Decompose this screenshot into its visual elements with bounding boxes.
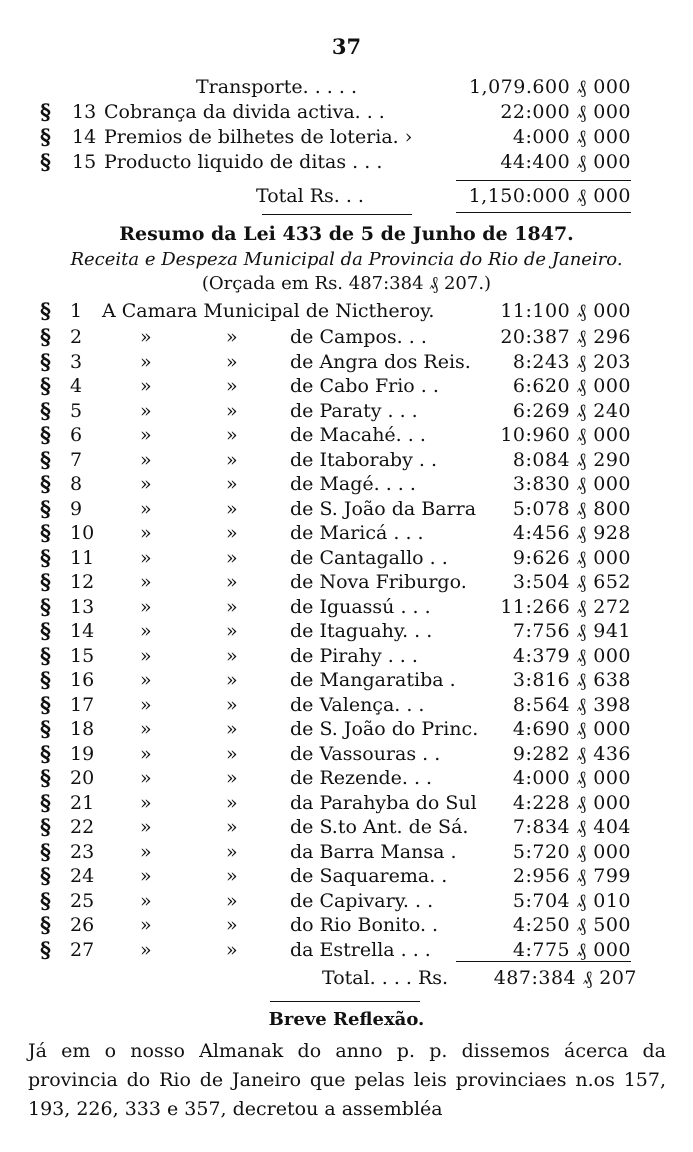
ditto-mark: » <box>140 816 152 838</box>
row-amount: 3:504 ₰ 652 <box>512 571 631 593</box>
row-description: A Camara Municipal de Nictheroy. <box>102 300 435 322</box>
row-place: de Saquarema. . <box>290 865 448 887</box>
transport-row <box>0 124 693 150</box>
ditto-mark: » <box>140 497 152 520</box>
row-number: 16 <box>70 669 95 691</box>
transport-row <box>0 99 693 125</box>
table-row <box>0 765 693 791</box>
table-row <box>0 447 693 473</box>
row-amount: 3:830 ₰ 000 <box>512 473 631 495</box>
table-row <box>0 594 693 620</box>
section-sign: § <box>40 838 51 864</box>
ditto-mark: » <box>226 889 238 912</box>
resumo-orcada: (Orçada em Rs. 487:384 ₰ 207.) <box>201 273 492 294</box>
page-number: 37 <box>331 34 362 59</box>
row-amount: 20:387 ₰ 296 <box>500 326 631 348</box>
table-row <box>0 839 693 865</box>
row-number: 5 <box>70 399 83 422</box>
row-place: de Nova Friburgo. <box>290 571 467 593</box>
table-row <box>0 667 693 693</box>
ditto-mark: » <box>140 791 152 814</box>
row-description: Cobrança da divida activa. . . <box>104 101 385 123</box>
table-row <box>0 790 693 816</box>
row-number: 14 <box>72 126 97 148</box>
table-row <box>0 741 693 767</box>
ditto-mark: » <box>226 620 238 642</box>
section-sign: § <box>40 814 51 839</box>
ditto-mark: » <box>140 448 152 471</box>
section-sign: § <box>40 789 51 815</box>
row-amount: 5:704 ₰ 010 <box>512 889 631 912</box>
ditto-mark: » <box>140 742 152 765</box>
ditto-mark: » <box>226 497 238 520</box>
row-place: de Cabo Frio . . <box>290 375 439 397</box>
row-place: de S.to Ant. de Sá. <box>290 816 469 838</box>
row-place: de Iguassú . . . <box>290 595 431 618</box>
row-place: de Macahé. . . <box>290 424 426 446</box>
ditto-mark: » <box>140 865 152 887</box>
row-amount: 9:282 ₰ 436 <box>512 742 631 765</box>
ditto-mark: » <box>140 375 152 397</box>
table-row <box>0 937 693 963</box>
table-row <box>0 618 693 644</box>
section-sign: § <box>40 912 51 937</box>
ditto-mark: » <box>140 693 152 716</box>
row-amount: 6:269 ₰ 240 <box>512 399 631 422</box>
ditto-mark: » <box>226 424 238 446</box>
row-number: 23 <box>70 840 95 863</box>
resumo-subtitle: Receita e Despeza Municipal da Provincia do Rio de Janeiro. <box>70 249 623 270</box>
table-row <box>0 888 693 914</box>
row-number: 7 <box>70 448 83 471</box>
total-amount: 1,150:000 ₰ 000 <box>468 185 631 207</box>
resumo-first-row <box>0 298 693 324</box>
table-row <box>0 496 693 522</box>
table-row <box>0 716 693 742</box>
row-amount: 7:834 ₰ 404 <box>512 816 631 838</box>
ditto-mark: » <box>226 644 238 667</box>
row-place: de Cantagallo . . <box>290 546 448 569</box>
row-amount: 10:960 ₰ 000 <box>500 424 631 446</box>
ditto-mark: » <box>140 620 152 642</box>
row-number: 6 <box>70 424 83 446</box>
ditto-mark: » <box>226 326 238 348</box>
row-place: de S. João do Princ. <box>290 718 479 740</box>
row-number: 24 <box>70 865 95 887</box>
section-sign: § <box>40 124 51 149</box>
transport-row <box>0 74 693 100</box>
row-description: Transporte. . . . . <box>196 76 357 98</box>
row-amount: 22:000 ₰ 000 <box>500 101 631 123</box>
row-place: de Paraty . . . <box>290 399 418 422</box>
row-place: de Campos. . . <box>290 326 427 348</box>
row-place: da Estrella . . . <box>290 938 431 961</box>
ditto-mark: » <box>226 350 238 373</box>
ditto-mark: » <box>140 914 152 936</box>
ditto-mark: » <box>226 718 238 740</box>
row-place: de Vassouras . . <box>290 742 441 765</box>
row-number: 9 <box>70 497 83 520</box>
section-sign: § <box>40 667 51 692</box>
row-number: 25 <box>70 889 95 912</box>
ditto-mark: » <box>226 865 238 887</box>
row-number: 4 <box>70 375 83 397</box>
row-amount: 8:564 ₰ 398 <box>512 693 631 716</box>
section-sign: § <box>40 691 51 717</box>
row-amount: 44:400 ₰ 000 <box>500 151 631 173</box>
row-place: de S. João da Barra <box>290 497 477 520</box>
row-number: 10 <box>70 522 95 544</box>
ditto-mark: » <box>140 571 152 593</box>
section-sign: § <box>40 348 51 374</box>
ditto-mark: » <box>140 718 152 740</box>
ditto-mark: » <box>140 767 152 789</box>
ditto-mark: » <box>140 669 152 691</box>
table-row <box>0 692 693 718</box>
row-amount: 6:620 ₰ 000 <box>512 375 631 397</box>
resumo-total-row <box>0 965 693 991</box>
ditto-mark: » <box>226 693 238 716</box>
row-number: 14 <box>70 620 95 642</box>
section-sign: § <box>40 544 51 570</box>
row-number: 19 <box>70 742 95 765</box>
section-sign: § <box>40 495 51 521</box>
row-number: 17 <box>70 693 95 716</box>
row-amount: 4:456 ₰ 928 <box>512 522 631 544</box>
section-sign: § <box>40 324 51 349</box>
row-amount: 11:266 ₰ 272 <box>500 595 631 618</box>
row-number: 27 <box>70 938 95 961</box>
transport-total-row <box>0 183 693 209</box>
ditto-mark: » <box>140 644 152 667</box>
row-number: 12 <box>70 571 95 593</box>
row-place: da Barra Mansa . <box>290 840 457 863</box>
reflexao-paragraph: Já em o nosso Almanak do anno p. p. dissemos ácerca da provincia do Rio de Janeiro que pelas leis provinciaes n.os 157, 193, 226, 333 e 357, decretou a assembléa <box>28 1040 666 1120</box>
ditto-mark: » <box>140 399 152 422</box>
section-sign: § <box>40 471 51 496</box>
row-place: de Angra dos Reis. <box>290 350 471 373</box>
section-sign: § <box>40 520 51 545</box>
table-row <box>0 324 693 350</box>
table-row <box>0 643 693 669</box>
ditto-mark: » <box>140 840 152 863</box>
ditto-mark: » <box>226 375 238 397</box>
row-place: de Mangaratiba . <box>290 669 456 691</box>
row-number: 1 <box>70 300 83 322</box>
row-number: 15 <box>72 151 97 173</box>
row-number: 13 <box>72 101 97 123</box>
row-place: de Itaboraby . . <box>290 448 437 471</box>
section-sign: § <box>40 618 51 643</box>
ditto-mark: » <box>226 938 238 961</box>
table-row <box>0 373 693 399</box>
row-amount: 4:000 ₰ 000 <box>512 767 631 789</box>
ditto-mark: » <box>226 595 238 618</box>
row-place: de Magé. . . . <box>290 473 416 495</box>
ditto-mark: » <box>226 767 238 789</box>
resumo-sum-rule <box>456 961 631 962</box>
row-number: 2 <box>70 326 83 348</box>
ditto-mark: » <box>226 571 238 593</box>
table-row <box>0 471 693 497</box>
row-amount: 8:084 ₰ 290 <box>512 448 631 471</box>
row-amount: 4:775 ₰ 000 <box>512 938 631 961</box>
section-sign: § <box>40 373 51 398</box>
row-amount: 2:956 ₰ 799 <box>512 865 631 887</box>
row-amount: 3:816 ₰ 638 <box>512 669 631 691</box>
table-row <box>0 814 693 840</box>
ditto-mark: » <box>140 522 152 544</box>
row-place: de Itaguahy. . . <box>290 620 433 642</box>
ditto-mark: » <box>140 350 152 373</box>
row-amount: 4:379 ₰ 000 <box>512 644 631 667</box>
table-row <box>0 863 693 889</box>
ditto-mark: » <box>140 595 152 618</box>
ditto-mark: » <box>226 840 238 863</box>
divider-rule-2 <box>270 1001 420 1002</box>
table-row <box>0 398 693 424</box>
section-sign: § <box>40 298 51 323</box>
row-description: Premios de bilhetes de loteria. › <box>104 126 413 148</box>
ditto-mark: » <box>226 791 238 814</box>
section-sign: § <box>40 99 51 124</box>
row-number: 13 <box>70 595 95 618</box>
table-row <box>0 520 693 546</box>
sum-rule-2 <box>456 212 631 213</box>
table-row <box>0 912 693 938</box>
ditto-mark: » <box>226 816 238 838</box>
row-place: de Pirahy . . . <box>290 644 418 667</box>
ditto-mark: » <box>140 889 152 912</box>
row-number: 18 <box>70 718 95 740</box>
section-sign: § <box>40 569 51 594</box>
row-place: de Maricá . . . <box>290 522 424 544</box>
section-sign: § <box>40 642 51 668</box>
ditto-mark: » <box>140 424 152 446</box>
reflexao-title: Breve Reflexão. <box>268 1009 425 1030</box>
table-row <box>0 545 693 571</box>
ditto-mark: » <box>140 938 152 961</box>
ditto-mark: » <box>226 914 238 936</box>
row-amount: 4:000 ₰ 000 <box>512 126 631 148</box>
section-sign: § <box>40 397 51 423</box>
row-amount: 9:626 ₰ 000 <box>512 546 631 569</box>
row-place: do Rio Bonito. . <box>290 914 439 936</box>
table-row <box>0 349 693 375</box>
row-number: 11 <box>70 546 95 569</box>
section-sign: § <box>40 765 51 790</box>
row-amount: 8:243 ₰ 203 <box>512 350 631 373</box>
ditto-mark: » <box>226 522 238 544</box>
row-number: 15 <box>70 644 95 667</box>
ditto-mark: » <box>226 742 238 765</box>
row-amount: 11:100 ₰ 000 <box>500 300 631 322</box>
row-number: 21 <box>70 791 95 814</box>
row-amount: 4:250 ₰ 500 <box>512 914 631 936</box>
ditto-mark: » <box>226 546 238 569</box>
ditto-mark: » <box>140 473 152 495</box>
ditto-mark: » <box>140 326 152 348</box>
section-sign: § <box>40 740 51 766</box>
section-sign: § <box>40 936 51 962</box>
transport-row <box>0 149 693 175</box>
resumo-title: Resumo da Lei 433 de 5 de Junho de 1847. <box>119 223 574 245</box>
row-place: de Rezende. . . <box>290 767 433 789</box>
row-amount: 1,079.600 ₰ 000 <box>468 76 631 98</box>
row-amount: 7:756 ₰ 941 <box>512 620 631 642</box>
row-amount: 5:720 ₰ 000 <box>512 840 631 863</box>
section-sign: § <box>40 149 51 174</box>
section-sign: § <box>40 446 51 472</box>
sum-rule <box>456 180 631 181</box>
row-place: de Capivary. . . <box>290 889 434 912</box>
row-number: 22 <box>70 816 95 838</box>
resumo-total-amount: 487:384 ₰ 207 <box>493 967 637 989</box>
section-sign: § <box>40 863 51 888</box>
total-label: Total Rs. . . <box>256 185 364 207</box>
ditto-mark: » <box>226 669 238 691</box>
row-amount: 5:078 ₰ 800 <box>512 497 631 520</box>
row-amount: 4:690 ₰ 000 <box>512 718 631 740</box>
row-amount: 4:228 ₰ 000 <box>512 791 631 814</box>
ditto-mark: » <box>226 448 238 471</box>
section-sign: § <box>40 887 51 913</box>
row-number: 26 <box>70 914 95 936</box>
row-place: da Parahyba do Sul <box>290 791 477 814</box>
divider-rule <box>262 214 412 215</box>
ditto-mark: » <box>226 473 238 495</box>
row-number: 20 <box>70 767 95 789</box>
row-description: Producto liquido de ditas . . . <box>104 151 383 173</box>
row-place: de Valença. . . <box>290 693 425 716</box>
section-sign: § <box>40 422 51 447</box>
row-number: 8 <box>70 473 83 495</box>
table-row <box>0 569 693 595</box>
ditto-mark: » <box>226 399 238 422</box>
row-number: 3 <box>70 350 83 373</box>
table-row <box>0 422 693 448</box>
resumo-total-label: Total. . . . Rs. <box>322 967 449 989</box>
ditto-mark: » <box>140 546 152 569</box>
section-sign: § <box>40 593 51 619</box>
section-sign: § <box>40 716 51 741</box>
